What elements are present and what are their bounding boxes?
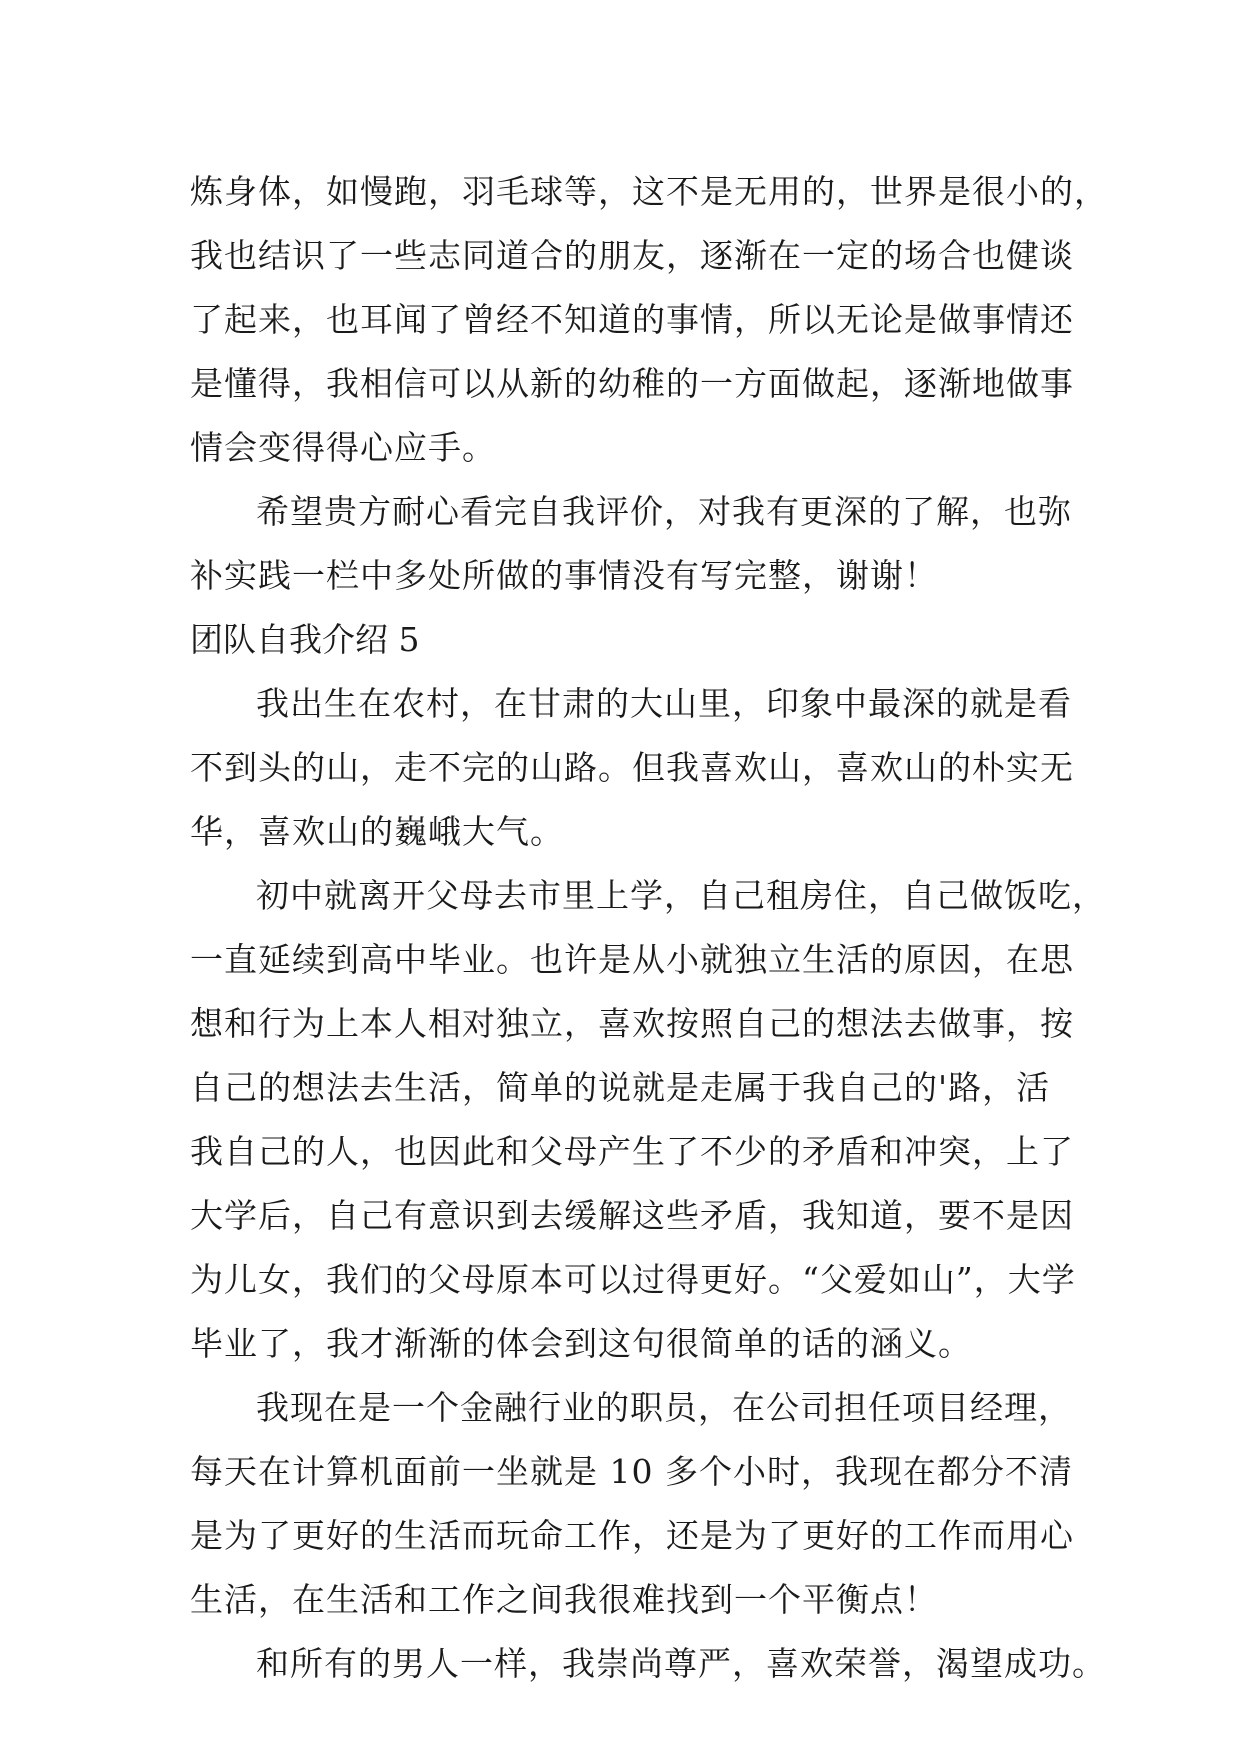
text-line: 为儿女，我们的父母原本可以过得更好。“父爱如山”，大学 <box>190 1260 1076 1299</box>
paragraph-first-line: 我出生在农村，在甘肃的大山里，印象中最深的就是看 <box>256 684 1072 723</box>
text-line: 我也结识了一些志同道合的朋友，逐渐在一定的场合也健谈 <box>190 236 1074 275</box>
text-line: 大学后，自己有意识到去缓解这些矛盾，我知道，要不是因 <box>190 1196 1074 1235</box>
text-line: 了起来，也耳闻了曾经不知道的事情，所以无论是做事情还 <box>190 300 1074 339</box>
text-line: 自己的想法去生活，简单的说就是走属于我自己的'路，活 <box>190 1068 1051 1107</box>
body-text <box>190 160 1108 1696</box>
paragraph-first-line: 初中就离开父母去市里上学，自己租房住，自己做饭吃， <box>256 876 1106 915</box>
text-line: 想和行为上本人相对独立，喜欢按照自己的想法去做事，按 <box>190 1004 1074 1043</box>
text-line: 是为了更好的生活而玩命工作，还是为了更好的工作而用心 <box>190 1516 1074 1555</box>
text-line: 生活，在生活和工作之间我很难找到一个平衡点！ <box>190 1580 938 1619</box>
text-line: 不到头的山，走不完的山路。但我喜欢山，喜欢山的朴实无 <box>190 748 1074 787</box>
text-line: 补实践一栏中多处所做的事情没有写完整，谢谢！ <box>190 556 938 595</box>
text-line: 我自己的人，也因此和父母产生了不少的矛盾和冲突，上了 <box>190 1132 1074 1171</box>
text-line: 每天在计算机面前一坐就是 10 多个小时，我现在都分不清 <box>190 1452 1073 1491</box>
paragraph-first-line: 和所有的男人一样，我崇尚尊严，喜欢荣誉，渴望成功。 <box>256 1644 1106 1683</box>
paragraph-first-line: 希望贵方耐心看完自我评价，对我有更深的了解，也弥 <box>256 492 1072 531</box>
paragraph-first-line: 我现在是一个金融行业的职员，在公司担任项目经理， <box>256 1388 1072 1427</box>
text-line: 炼身体，如慢跑，羽毛球等，这不是无用的，世界是很小的， <box>190 172 1108 211</box>
text-line: 情会变得得心应手。 <box>190 428 496 467</box>
text-line: 一直延续到高中毕业。也许是从小就独立生活的原因，在思 <box>190 940 1074 979</box>
text-line: 华，喜欢山的巍峨大气。 <box>190 812 564 851</box>
text-line: 毕业了，我才渐渐的体会到这句很简单的话的涵义。 <box>190 1324 972 1363</box>
text-line: 是懂得，我相信可以从新的幼稚的一方面做起，逐渐地做事 <box>190 364 1074 403</box>
section-heading: 团队自我介绍 5 <box>190 620 420 659</box>
